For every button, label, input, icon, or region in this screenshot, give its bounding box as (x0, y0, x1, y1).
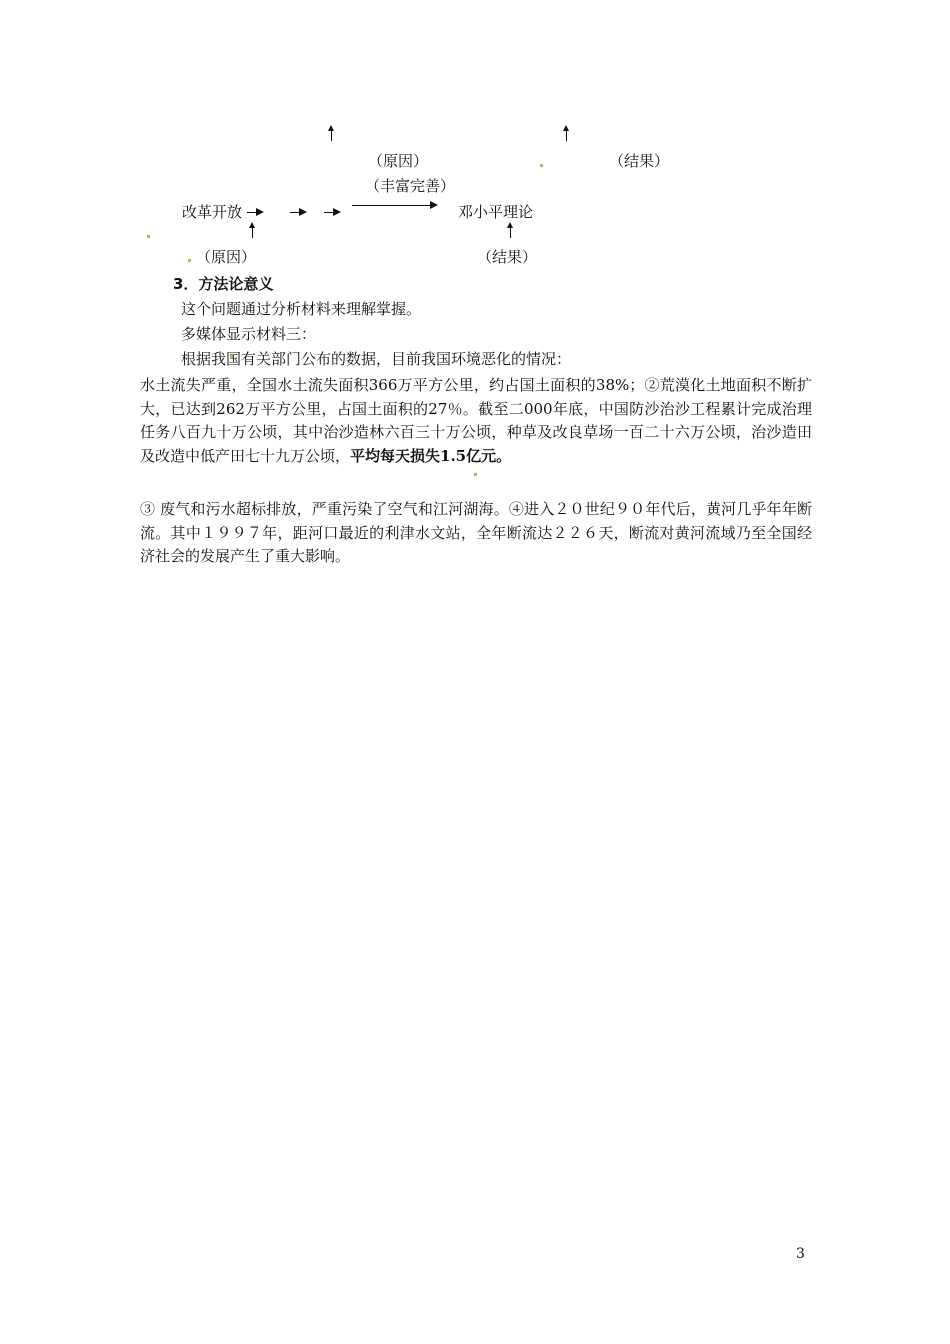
short-right-arrow-1 (247, 212, 258, 213)
section-line-1: 这个问题通过分析材料来理解掌握。 (181, 300, 422, 318)
section-line-2: 多媒体显示材料三： (181, 325, 317, 343)
top-result-label: （结果） (609, 152, 670, 170)
paragraph-2 (140, 498, 812, 569)
bottom-result-label: （结果） (477, 248, 538, 266)
speck (540, 164, 543, 167)
top-right-up-arrow (566, 129, 567, 141)
top-cause-label: （原因） (368, 152, 429, 170)
page-number: 3 (796, 1246, 805, 1262)
speck (147, 235, 150, 238)
paragraph-2-text: ③ 废气和污水超标排放，严重污染了空气和江河湖海。④进入２０世纪９０年代后，黄河几乎年年断流。其中１９９７年，距河口最近的利津水文站，全年断流达２２６天，断流对黄河流域乃至全国经济社会的发展产生了重大影响。 (140, 500, 812, 565)
section-line-3: 根据我国有关部门公布的数据，目前我国环境恶化的情况： (181, 350, 572, 368)
paragraph-1-text: 水土流失严重，全国水土流失面积366万平方公里，约占国土面积的38%；②荒漠化土地面积不断扩大，已达到262万平方公里，占国土面积的27％。截至二000年底，中国防沙治沙工程累计完成治理任务八百九十万公顷，其中治沙造林六百三十万公顷，种草及改良草场一百二十六万公顷，治沙造田及改造中低产田七十九万公顷， (140, 376, 812, 465)
speck (474, 473, 477, 476)
end-node-label: 邓小平理论 (458, 203, 534, 221)
section-heading: 3．方法论意义 (173, 275, 274, 293)
bottom-cause-label: （原因） (196, 248, 257, 266)
bottom-left-up-arrow (252, 226, 253, 238)
start-node-label: 改革开放 (182, 203, 243, 221)
short-right-arrow-3 (324, 212, 335, 213)
paragraph-1-bold: 平均每天损失1.5亿元。 (350, 446, 512, 465)
long-right-arrow (352, 205, 432, 206)
speck (188, 259, 191, 262)
bottom-right-up-arrow (510, 226, 511, 238)
enrich-label: （丰富完善） (365, 177, 456, 195)
top-left-up-arrow (331, 129, 332, 141)
short-right-arrow-2 (290, 212, 301, 213)
paragraph-1 (140, 374, 812, 468)
